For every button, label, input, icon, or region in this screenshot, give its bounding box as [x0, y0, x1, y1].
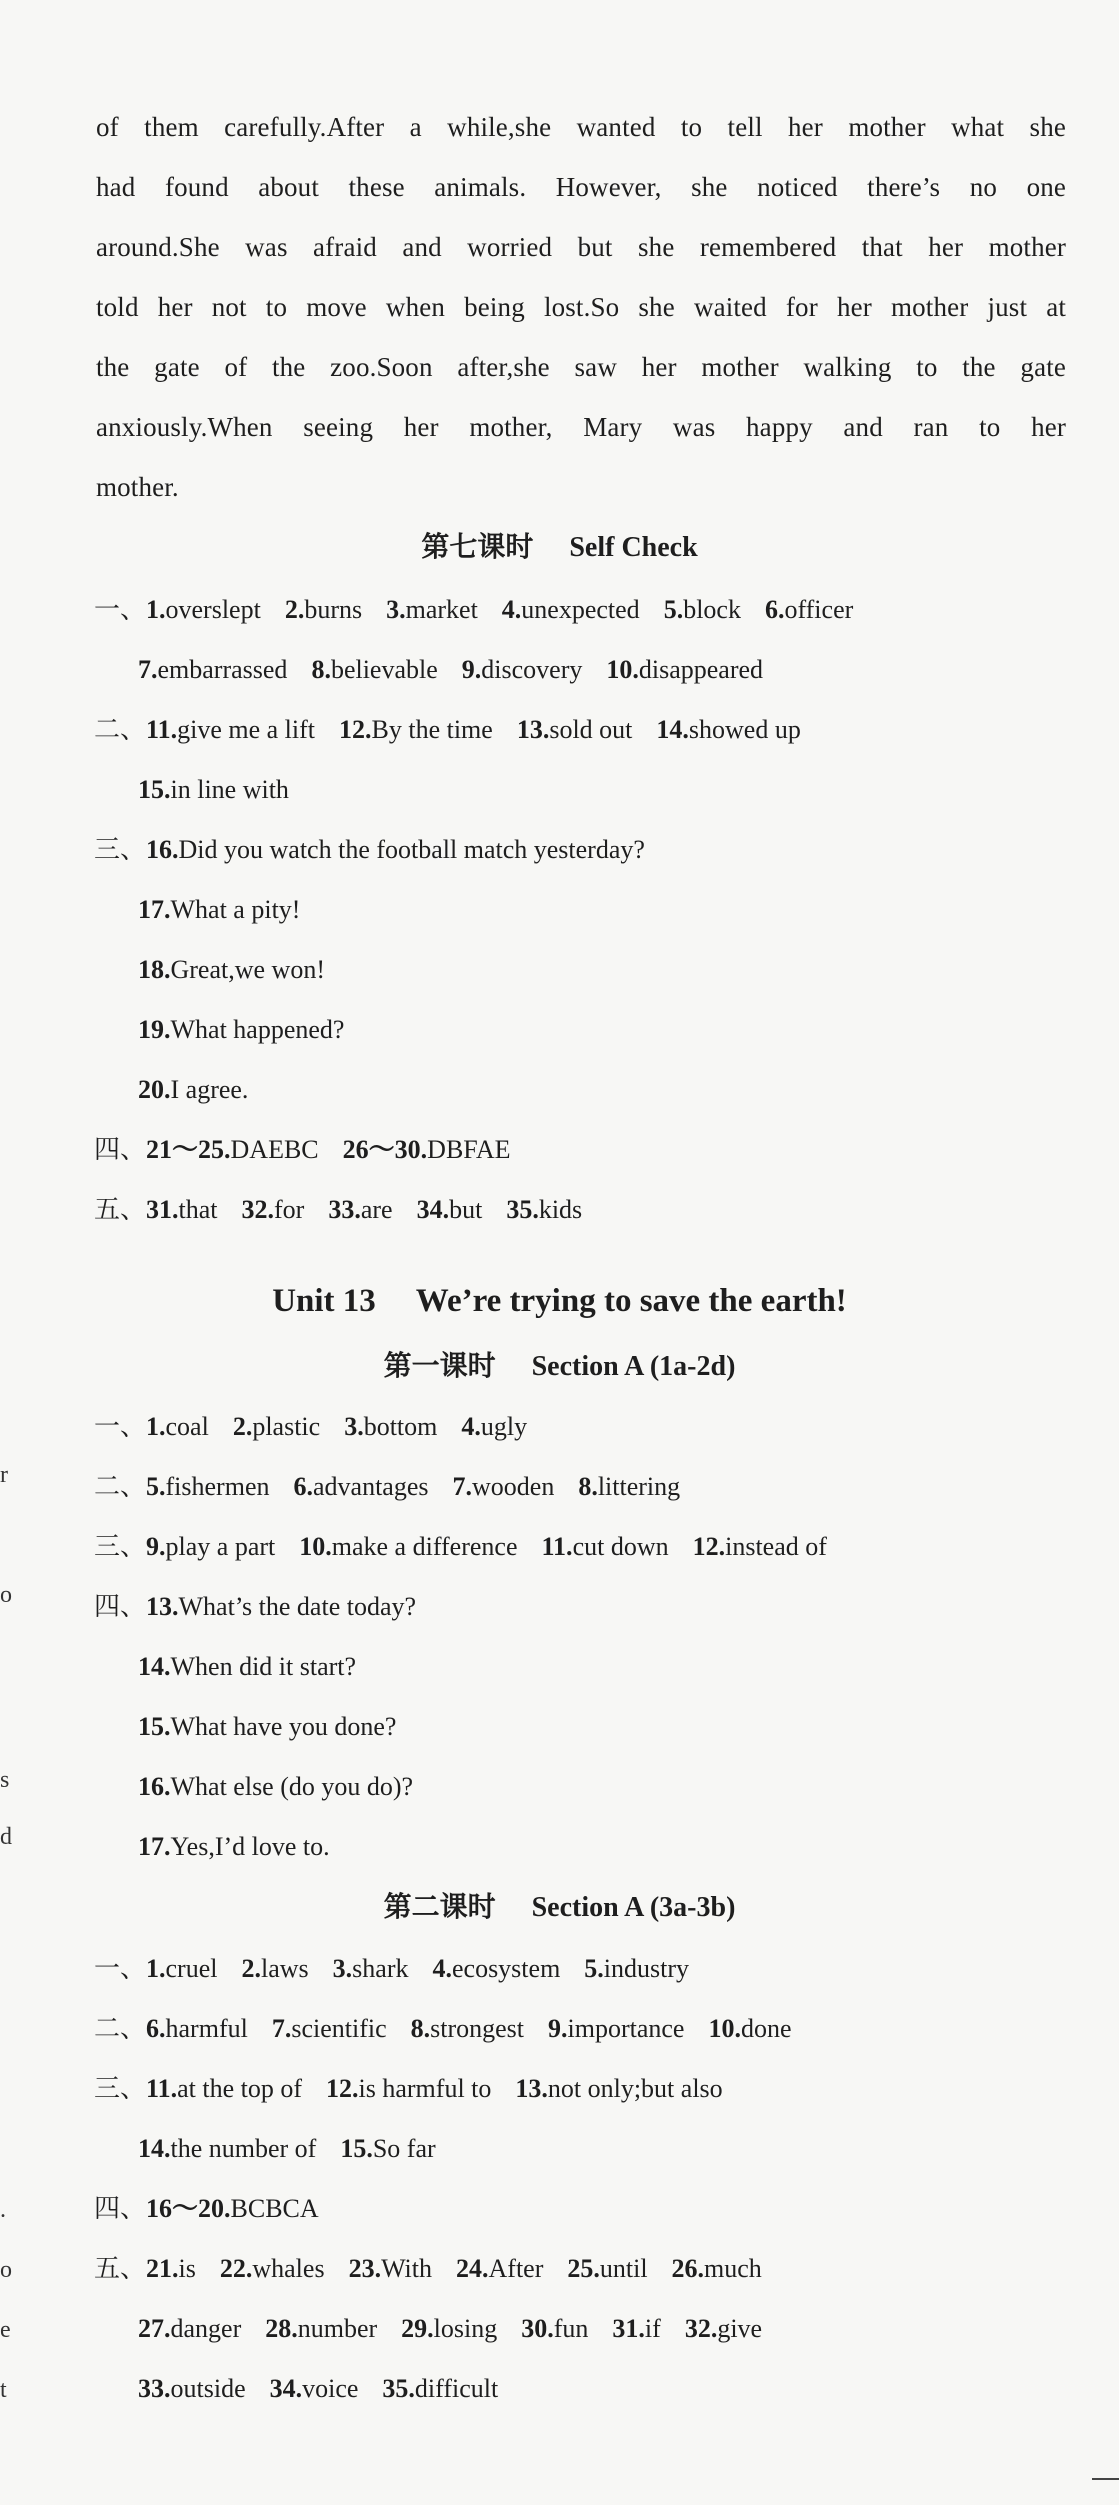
section-marker: 三、 — [94, 1532, 147, 1561]
question-number: 16. — [146, 835, 179, 864]
answer-text: What happened? — [170, 1015, 345, 1044]
section-marker: 一、 — [94, 1954, 147, 1983]
edge-fragment: r — [0, 1462, 8, 1488]
answer-item — [293, 1470, 428, 1504]
question-number: 10. — [606, 655, 639, 684]
story-line: anxiously.When seeing her mother, Mary was happy and ran to her — [96, 412, 1066, 442]
lesson-heading — [0, 1890, 1119, 1926]
question-number: 6. — [293, 1472, 313, 1501]
question-number: 24. — [456, 2254, 489, 2283]
question-number: 15. — [138, 775, 171, 804]
question-number: 8. — [578, 1472, 598, 1501]
answer-row — [138, 2372, 522, 2406]
section-marker: 三、 — [94, 835, 147, 864]
answer-text: danger — [170, 2314, 242, 2343]
question-number: 17. — [138, 1832, 171, 1861]
question-number: 2. — [284, 595, 305, 624]
question-number: 4. — [501, 595, 522, 624]
answer-item — [146, 1193, 218, 1227]
answer-row — [94, 1133, 534, 1167]
answer-text: make a difference — [331, 1532, 518, 1561]
answer-item — [343, 1133, 511, 1167]
question-number: 30. — [521, 2314, 554, 2343]
answer-item — [285, 593, 362, 627]
answer-text: cut down — [572, 1532, 669, 1561]
answer-item — [708, 2012, 791, 2046]
answer-item — [584, 1952, 689, 1986]
answer-text: What have you done? — [170, 1712, 397, 1741]
answer-text: instead of — [725, 1532, 827, 1561]
answer-item — [417, 1193, 483, 1227]
answer-row — [94, 833, 669, 867]
question-number: 16. — [138, 1772, 171, 1801]
answer-text: play a part — [165, 1532, 276, 1561]
answer-item — [521, 2312, 588, 2346]
answer-text: done — [740, 2014, 792, 2043]
answer-item — [606, 653, 763, 687]
answer-text: BCBCA — [230, 2194, 319, 2223]
answer-text: is harmful to — [358, 2074, 492, 2103]
edge-fragment: o — [0, 2257, 12, 2283]
answer-item — [765, 593, 853, 627]
answer-item — [146, 2072, 302, 2106]
question-number: 12. — [339, 715, 372, 744]
answer-item — [138, 1710, 396, 1744]
answer-row — [94, 2012, 816, 2046]
question-number: 35. — [506, 1195, 539, 1224]
question-number: 21～25. — [146, 1135, 231, 1164]
answer-text: What a pity! — [170, 895, 301, 924]
answer-text: fishermen — [165, 1472, 270, 1501]
answer-text: sold out — [549, 715, 633, 744]
answer-item — [138, 1073, 248, 1107]
answer-row — [94, 713, 825, 747]
answer-item — [502, 593, 640, 627]
section-marker: 一、 — [94, 595, 147, 624]
question-number: 22. — [219, 2254, 253, 2283]
question-number: 4. — [461, 1412, 481, 1441]
answer-text: officer — [784, 595, 854, 624]
question-number: 33. — [138, 2374, 171, 2403]
answer-item — [220, 2252, 325, 2286]
answer-text: believable — [330, 655, 438, 684]
answer-item — [138, 893, 300, 927]
answer-item — [432, 1952, 560, 1986]
lesson-title-en: Self Check — [569, 532, 698, 563]
answer-row — [94, 1590, 440, 1624]
section-marker: 五、 — [94, 2254, 147, 2283]
section-marker: 二、 — [94, 715, 147, 744]
answer-item — [567, 2252, 647, 2286]
question-number: 3. — [344, 1412, 364, 1441]
answer-text: importance — [567, 2014, 685, 2043]
story-line: of them carefully.After a while,she wanted to tell her mother what she — [96, 112, 1066, 142]
answer-item — [138, 2312, 241, 2346]
story-line: around.She was afraid and worried but she remembered that her mother — [96, 232, 1066, 262]
lesson-title-cn: 第七课时 — [421, 532, 534, 563]
answer-item — [138, 2372, 246, 2406]
answer-row — [138, 1650, 380, 1684]
answer-text: I agree. — [170, 1075, 249, 1104]
question-number: 14. — [656, 715, 689, 744]
answer-text: embarrassed — [157, 655, 288, 684]
answer-text: What’s the date today? — [178, 1592, 417, 1621]
question-number: 5. — [584, 1954, 604, 1983]
answer-text: plastic — [252, 1412, 321, 1441]
answer-item — [242, 1193, 305, 1227]
answer-text: voice — [302, 2374, 359, 2403]
answer-item — [456, 2252, 543, 2286]
answer-item — [146, 1590, 416, 1624]
question-number: 4. — [432, 1954, 452, 1983]
answer-item — [461, 1410, 527, 1444]
question-number: 35. — [382, 2374, 415, 2403]
question-number: 14. — [138, 1652, 171, 1681]
answer-row — [138, 1770, 437, 1804]
answer-row — [138, 2312, 786, 2346]
answer-item — [453, 1470, 555, 1504]
answer-item — [146, 713, 315, 747]
answer-text: With — [381, 2254, 433, 2283]
answer-item — [146, 593, 261, 627]
answer-item — [138, 1770, 413, 1804]
question-number: 19. — [138, 1015, 171, 1044]
question-number: 6. — [146, 2014, 166, 2043]
answer-item — [349, 2252, 432, 2286]
answer-item — [146, 1410, 209, 1444]
answer-item — [541, 1530, 668, 1564]
question-number: 13. — [515, 2074, 548, 2103]
answer-item — [462, 653, 583, 687]
answer-item — [146, 2252, 196, 2286]
answer-text: difficult — [414, 2374, 499, 2403]
edge-fragment: s — [0, 1767, 10, 1793]
lesson-title-en: Section A (1a-2d) — [531, 1351, 736, 1382]
answer-row — [138, 893, 324, 927]
question-number: 32. — [241, 1195, 275, 1224]
answer-row — [138, 1830, 354, 1864]
answer-text: outside — [170, 2374, 246, 2403]
story-line: had found about these animals. However, she noticed there’s no one — [96, 172, 1066, 202]
answer-item — [138, 2132, 316, 2166]
question-number: 29. — [401, 2314, 434, 2343]
edge-fragment: . — [0, 2197, 6, 2223]
question-number: 18. — [138, 955, 171, 984]
question-number: 2. — [241, 1954, 261, 1983]
question-number: 32. — [684, 2314, 718, 2343]
answer-text: not only;but also — [547, 2074, 723, 2103]
answer-text: number — [297, 2314, 378, 2343]
answer-text: overslept — [165, 595, 261, 624]
answer-text: ecosystem — [451, 1954, 561, 1983]
question-number: 27. — [138, 2314, 171, 2343]
section-marker: 四、 — [94, 2194, 147, 2223]
answer-row — [138, 773, 313, 807]
answer-item — [138, 773, 289, 807]
story-line: the gate of the zoo.Soon after,she saw her mother walking to the gate — [96, 352, 1066, 382]
question-number: 28. — [265, 2314, 298, 2343]
answer-item — [548, 2012, 684, 2046]
answer-text: advantages — [312, 1472, 429, 1501]
answer-text: block — [683, 595, 741, 624]
answer-text: littering — [597, 1472, 681, 1501]
question-number: 1. — [146, 1412, 166, 1441]
answer-text: unexpected — [521, 595, 640, 624]
answer-item — [138, 653, 287, 687]
section-marker: 三、 — [94, 2074, 147, 2103]
question-number: 5. — [663, 595, 684, 624]
answer-text: that — [178, 1195, 218, 1224]
question-number: 8. — [311, 655, 331, 684]
lesson-title-en: Section A (3a-3b) — [531, 1892, 736, 1923]
answer-text: After — [488, 2254, 544, 2283]
answer-item — [672, 2252, 762, 2286]
answer-text: kids — [538, 1195, 583, 1224]
answer-row — [138, 953, 349, 987]
question-number: 2. — [232, 1412, 253, 1441]
unit-heading — [0, 1283, 1119, 1319]
answer-text: wooden — [472, 1472, 555, 1501]
answer-text: Yes,I’d love to. — [170, 1832, 330, 1861]
question-number: 11. — [146, 715, 178, 744]
answer-text: give me a lift — [177, 715, 315, 744]
answer-text: scientific — [291, 2014, 387, 2043]
story-line: told her not to move when being lost.So she waited for her mother just at — [96, 292, 1066, 322]
answer-row — [94, 1410, 551, 1444]
answer-text: are — [360, 1195, 393, 1224]
lesson-title-cn: 第二课时 — [383, 1892, 496, 1923]
answer-row — [94, 1193, 606, 1227]
answer-item — [146, 833, 645, 867]
answer-text: So far — [372, 2134, 436, 2163]
answer-text: burns — [304, 595, 363, 624]
unit-subtitle: We’re trying to save the earth! — [415, 1283, 847, 1319]
answer-row — [94, 1470, 704, 1504]
answer-text: bottom — [363, 1412, 438, 1441]
question-number: 34. — [269, 2374, 303, 2403]
question-number: 7. — [138, 655, 158, 684]
answer-item — [344, 1410, 437, 1444]
section-marker: 二、 — [94, 2014, 147, 2043]
question-number: 6. — [764, 595, 785, 624]
question-number: 26～30. — [342, 1135, 428, 1164]
answer-text: in line with — [170, 775, 289, 804]
answer-row — [138, 2132, 460, 2166]
question-number: 1. — [146, 595, 166, 624]
answer-text: harmful — [165, 2014, 248, 2043]
answer-item — [382, 2372, 498, 2406]
question-number: 21. — [146, 2254, 179, 2283]
answer-item — [328, 1193, 392, 1227]
section-marker: 五、 — [94, 1195, 147, 1224]
answer-text: give — [717, 2314, 763, 2343]
section-marker: 一、 — [94, 1412, 147, 1441]
answer-item — [411, 2012, 524, 2046]
answer-text: What else (do you do)? — [170, 1772, 414, 1801]
lesson-title-cn: 第一课时 — [383, 1351, 496, 1382]
question-number: 20. — [138, 1075, 171, 1104]
unit-title: Unit 13 — [272, 1283, 376, 1319]
question-number: 10. — [299, 1532, 332, 1561]
answer-item — [326, 2072, 491, 2106]
answer-text: is — [178, 2254, 196, 2283]
question-number: 7. — [271, 2014, 292, 2043]
answer-text: discovery — [481, 655, 583, 684]
page-edge-rule — [1092, 2478, 1119, 2480]
section-marker: 四、 — [94, 1592, 147, 1621]
answer-item — [265, 2312, 377, 2346]
answer-item — [693, 1530, 827, 1564]
story-line: mother. — [96, 472, 179, 502]
question-number: 8. — [410, 2014, 431, 2043]
question-number: 3. — [332, 1954, 353, 1983]
answer-item — [146, 1530, 275, 1564]
answer-item — [138, 1650, 356, 1684]
answer-text: coal — [165, 1412, 209, 1441]
question-number: 12. — [692, 1532, 726, 1561]
answer-text: ugly — [480, 1412, 528, 1441]
question-number: 31. — [146, 1195, 179, 1224]
answer-text: When did it start? — [170, 1652, 357, 1681]
answer-item — [146, 1133, 319, 1167]
answer-row — [94, 593, 877, 627]
answer-item — [270, 2372, 359, 2406]
answer-text: for — [274, 1195, 305, 1224]
question-number: 14. — [138, 2134, 171, 2163]
question-number: 9. — [548, 2014, 568, 2043]
question-number: 15. — [138, 1712, 171, 1741]
edge-fragment: e — [0, 2317, 11, 2343]
answer-row — [94, 1530, 851, 1564]
answer-row — [138, 1073, 272, 1107]
question-number: 17. — [138, 895, 171, 924]
question-number: 31. — [612, 2314, 645, 2343]
answer-text: whales — [252, 2254, 325, 2283]
question-number: 23. — [348, 2254, 382, 2283]
answer-text: disappeared — [638, 655, 764, 684]
answer-item — [233, 1410, 320, 1444]
question-number: 33. — [328, 1195, 361, 1224]
answer-item — [656, 713, 800, 747]
question-number: 9. — [146, 1532, 166, 1561]
answer-text: laws — [260, 1954, 309, 1983]
answer-text: but — [449, 1195, 483, 1224]
answer-item — [339, 713, 493, 747]
question-number: 11. — [146, 2074, 178, 2103]
answer-item — [664, 593, 741, 627]
answer-item — [578, 1470, 680, 1504]
answer-item — [146, 2192, 319, 2226]
answer-item — [241, 1952, 308, 1986]
answer-item — [311, 653, 437, 687]
answer-item — [299, 1530, 517, 1564]
answer-row — [94, 2072, 747, 2106]
question-number: 25. — [567, 2254, 600, 2283]
question-number: 1. — [146, 1954, 166, 1983]
answer-item — [146, 1470, 269, 1504]
question-number: 11. — [541, 1532, 573, 1561]
answer-item — [685, 2312, 762, 2346]
answer-item — [612, 2312, 660, 2346]
edge-fragment: t — [0, 2377, 7, 2403]
answer-text: By the time — [371, 715, 493, 744]
question-number: 13. — [516, 715, 550, 744]
edge-fragment: d — [0, 1824, 12, 1850]
answer-row — [94, 2192, 343, 2226]
question-number: 15. — [340, 2134, 373, 2163]
answer-text: until — [599, 2254, 648, 2283]
question-number: 34. — [416, 1195, 450, 1224]
answer-text: losing — [433, 2314, 498, 2343]
answer-item — [340, 2132, 435, 2166]
answer-item — [515, 2072, 722, 2106]
question-number: 12. — [326, 2074, 359, 2103]
answer-row — [138, 1013, 368, 1047]
answer-text: shark — [352, 1954, 409, 1983]
answer-text: strongest — [430, 2014, 525, 2043]
question-number: 16～20. — [146, 2194, 231, 2223]
answer-text: showed up — [688, 715, 801, 744]
question-number: 26. — [671, 2254, 705, 2283]
answer-text: industry — [603, 1954, 690, 1983]
answer-item — [517, 713, 633, 747]
question-number: 13. — [146, 1592, 179, 1621]
question-number: 3. — [386, 595, 406, 624]
answer-text: cruel — [165, 1954, 218, 1983]
answer-item — [138, 1013, 344, 1047]
answer-item — [146, 2012, 248, 2046]
question-number: 10. — [708, 2014, 741, 2043]
answer-text: market — [405, 595, 478, 624]
edge-fragment: o — [0, 1582, 12, 1608]
answer-text: the number of — [170, 2134, 317, 2163]
answer-item — [146, 1952, 217, 1986]
answer-text: DAEBC — [230, 1135, 319, 1164]
answer-text: Great,we won! — [170, 955, 325, 984]
question-number: 5. — [146, 1472, 166, 1501]
answer-row — [94, 1952, 713, 1986]
answer-text: fun — [553, 2314, 589, 2343]
question-number: 9. — [461, 655, 482, 684]
lesson-heading — [0, 1349, 1119, 1385]
section-marker: 四、 — [94, 1135, 147, 1164]
answer-text: Did you watch the football match yesterday? — [178, 835, 645, 864]
section-marker: 二、 — [94, 1472, 147, 1501]
answer-row — [94, 2252, 786, 2286]
answer-item — [333, 1952, 409, 1986]
answer-item — [506, 1193, 582, 1227]
answer-item — [138, 953, 325, 987]
answer-item — [386, 593, 478, 627]
answer-text: DBFAE — [427, 1135, 511, 1164]
answer-row — [138, 1710, 420, 1744]
answer-item — [272, 2012, 387, 2046]
answer-row — [138, 653, 787, 687]
question-number: 7. — [452, 1472, 472, 1501]
answer-text: if — [644, 2314, 661, 2343]
answer-text: at the top of — [177, 2074, 303, 2103]
answer-item — [401, 2312, 497, 2346]
answer-item — [138, 1830, 330, 1864]
lesson-heading — [0, 530, 1119, 566]
answer-text: much — [704, 2254, 762, 2283]
